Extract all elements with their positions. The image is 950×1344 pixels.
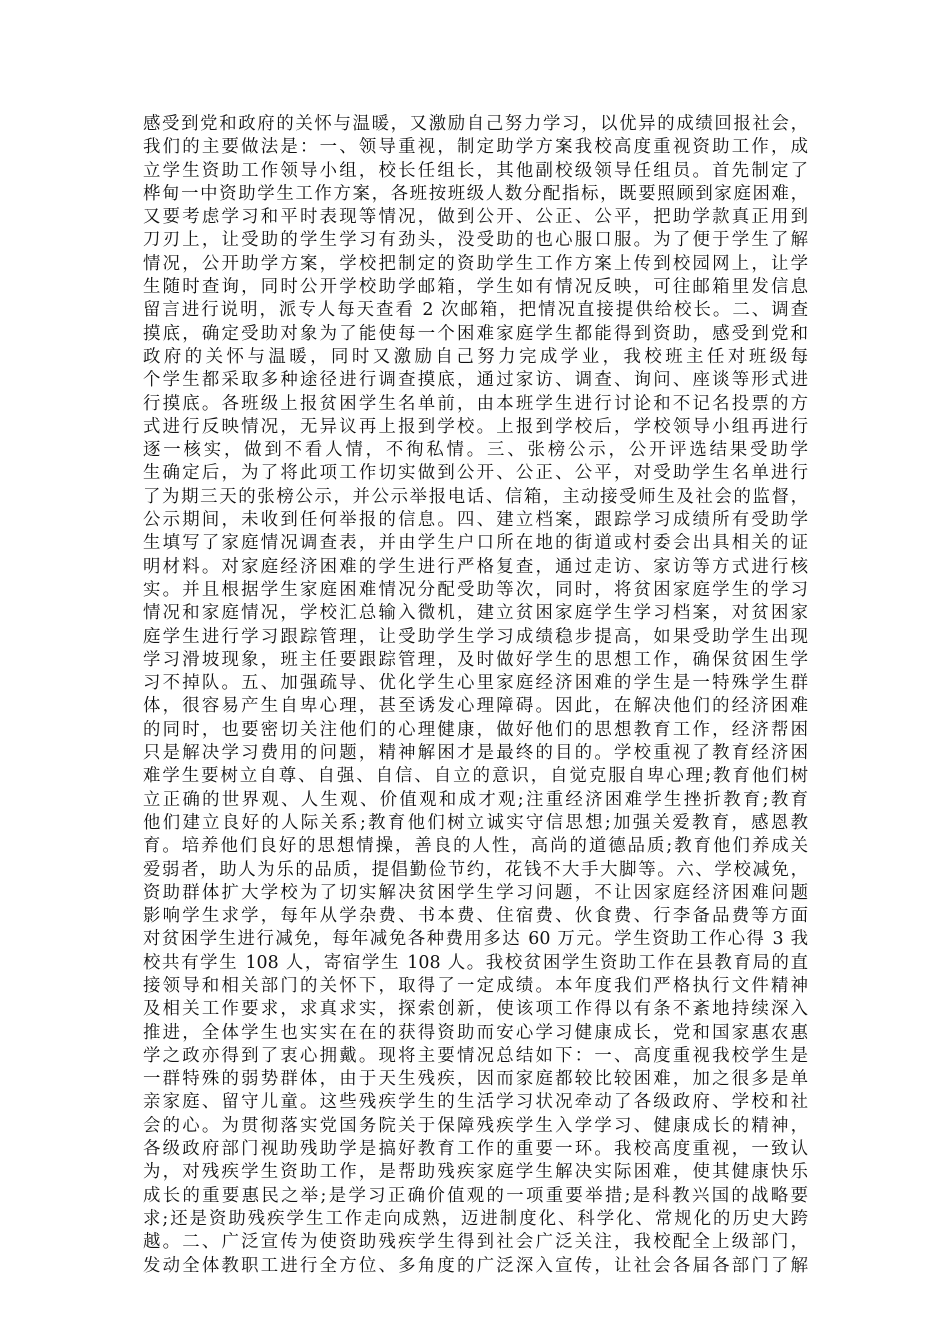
text-line: 求;还是资助残疾学生工作走向成熟，迈进制度化、科学化、常规化的历史大跨 (143, 1208, 808, 1229)
text-line: 爱弱者，助人为乐的品质，提倡勤俭节约，花钱不大手大脚等。六、学校减免， (143, 859, 808, 880)
body-text (143, 113, 808, 1278)
text-line: 明材料。对家庭经济困难的学生进行严格复查，通过走访、家访等方式进行核 (143, 556, 808, 577)
text-line: 难学生要树立自尊、自强、自信、自立的意识，自觉克服自卑心理;教育他们树 (143, 766, 808, 787)
text-line: 各级政府部门视助残助学是搞好教育工作的重要一环。我校高度重视，一致认 (143, 1139, 808, 1160)
text-line: 公示期间，未收到任何举报的信息。四、建立档案，跟踪学习成绩所有受助学 (143, 510, 808, 531)
text-line: 亲家庭、留守儿童。这些残疾学生的生活学习状况牵动了各级政府、学校和社 (143, 1092, 808, 1113)
text-line: 成长的重要惠民之举;是学习正确价值观的一项重要举措;是科教兴国的战略要 (143, 1185, 808, 1206)
text-line: 发动全体教职工进行全方位、多角度的广泛深入宣传，让社会各届各部门了解 (143, 1255, 808, 1276)
text-line: 逐一核实，做到不看人情，不徇私情。三、张榜公示，公开评选结果受助学 (143, 440, 808, 461)
text-line: 只是解决学习费用的问题，精神解困才是最终的目的。学校重视了教育经济困 (143, 743, 808, 764)
text-line: 又要考虑学习和平时表现等情况，做到公开、公正、公平，把助学款真正用到 (143, 207, 808, 228)
text-line: 行摸底。各班级上报贫困学生名单前，由本班学生进行讨论和不记名投票的方 (143, 393, 808, 414)
text-line: 校共有学生 108 人，寄宿学生 108 人。我校贫困学生资助工作在县教育局的直 (143, 952, 808, 973)
text-line: 越。二、广泛宣传为使资助残疾学生得到社会广泛关注，我校配全上级部门， (143, 1232, 808, 1253)
text-line: 感受到党和政府的关怀与温暖，又激励自己努力学习，以优异的成绩回报社会， (143, 114, 808, 134)
text-line: 立学生资助工作领导小组，校长任组长，其他副校级领导任组员。首先制定了 (143, 160, 808, 181)
text-line: 学习滑坡现象，班主任要跟踪管理，及时做好学生的思想工作，确保贫困生学 (143, 649, 808, 670)
text-line: 他们建立良好的人际关系;教育他们树立诚实守信思想;加强关爱教育，感恩教 (143, 812, 808, 833)
text-line: 个学生都采取多种途径进行调查摸底，通过家访、调查、询问、座谈等形式进 (143, 370, 808, 391)
text-line: 我们的主要做法是：一、领导重视，制定助学方案我校高度重视资助工作，成 (143, 137, 808, 158)
text-line: 推进，全体学生也实实在在的获得资助而安心学习健康成长，党和国家惠农惠 (143, 1022, 808, 1043)
text-line: 刀刃上，让受助的学生学习有劲头，没受助的也心服口服。为了便于学生了解 (143, 230, 808, 251)
text-line: 会的心。为贯彻落实党国务院关于保障残疾学生入学学习、健康成长的精神， (143, 1115, 808, 1136)
text-line: 影响学生求学，每年从学杂费、书本费、住宿费、伙食费、行李备品费等方面 (143, 906, 808, 927)
text-line: 的同时，也要密切关注他们的心理健康，做好他们的思想教育工作，经济帮困 (143, 719, 808, 740)
text-line: 生填写了家庭情况调查表，并由学生户口所在地的街道或村委会出具相关的证 (143, 533, 808, 554)
text-line: 资助群体扩大学校为了切实解决贫困学生学习问题，不让因家庭经济困难问题 (143, 882, 808, 903)
text-line: 生确定后，为了将此项工作切实做到公开、公正、公平，对受助学生名单进行 (143, 463, 808, 484)
text-line: 及相关工作要求，求真求实，探索创新，使该项工作得以有条不紊地持续深入 (143, 999, 808, 1020)
text-line: 为，对残疾学生资助工作，是帮助残疾家庭学生解决实际困难，使其健康快乐 (143, 1162, 808, 1183)
text-line: 庭学生进行学习跟踪管理，让受助学生学习成绩稳步提高，如果受助学生出现 (143, 626, 808, 647)
text-line: 立正确的世界观、人生观、价值观和成才观;注重经济困难学生挫折教育;教育 (143, 789, 808, 810)
text-line: 了为期三天的张榜公示，并公示举报电话、信箱，主动接受师生及社会的监督， (143, 486, 808, 507)
text-line: 育。培养他们良好的思想情操，善良的人性，高尚的道德品质;教育他们养成关 (143, 836, 808, 857)
text-line: 接领导和相关部门的关怀下，取得了一定成绩。本年度我们严格执行文件精神 (143, 975, 808, 996)
text-line: 实。并且根据学生家庭困难情况分配受助等次，同时，将贫困家庭学生的学习 (143, 579, 808, 600)
text-line: 留言进行说明，派专人每天查看 2 次邮箱，把情况直接提供给校长。二、调查 (143, 300, 808, 321)
text-line: 桦甸一中资助学生工作方案，各班按班级人数分配指标，既要照顾到家庭困难， (143, 183, 808, 204)
text-line: 对贫困学生进行减免，每年减免各种费用多达 60 万元。学生资助工作心得 3 我 (143, 929, 808, 950)
text-line: 情况，公开助学方案，学校把制定的资助学生工作方案上传到校园网上，让学 (143, 253, 808, 274)
text-line: 学之政亦得到了衷心拥戴。现将主要情况总结如下：一、高度重视我校学生是 (143, 1045, 808, 1066)
text-line: 生随时查询，同时公开学校助学邮箱，学生如有情况反映，可往邮箱里发信息 (143, 277, 808, 298)
text-line: 摸底，确定受助对象为了能使每一个困难家庭学生都能得到资助，感受到党和 (143, 323, 808, 344)
text-line: 一群特殊的弱势群体，由于天生残疾，因而家庭都较比较困难，加之很多是单 (143, 1069, 808, 1090)
text-line: 体，很容易产生自卑心理，甚至诱发心理障碍。因此，在解决他们的经济困难 (143, 696, 808, 717)
text-line: 习不掉队。五、加强疏导、优化学生心里家庭经济困难的学生是一特殊学生群 (143, 673, 808, 694)
text-line: 情况和家庭情况，学校汇总输入微机，建立贫困家庭学生学习档案，对贫困家 (143, 603, 808, 624)
text-line: 政府的关怀与温暖，同时又激励自己努力完成学业，我校班主任对班级每 (143, 346, 808, 367)
text-line: 式进行反映情况，无异议再上报到学校。上报到学校后，学校领导小组再进行 (143, 416, 808, 437)
